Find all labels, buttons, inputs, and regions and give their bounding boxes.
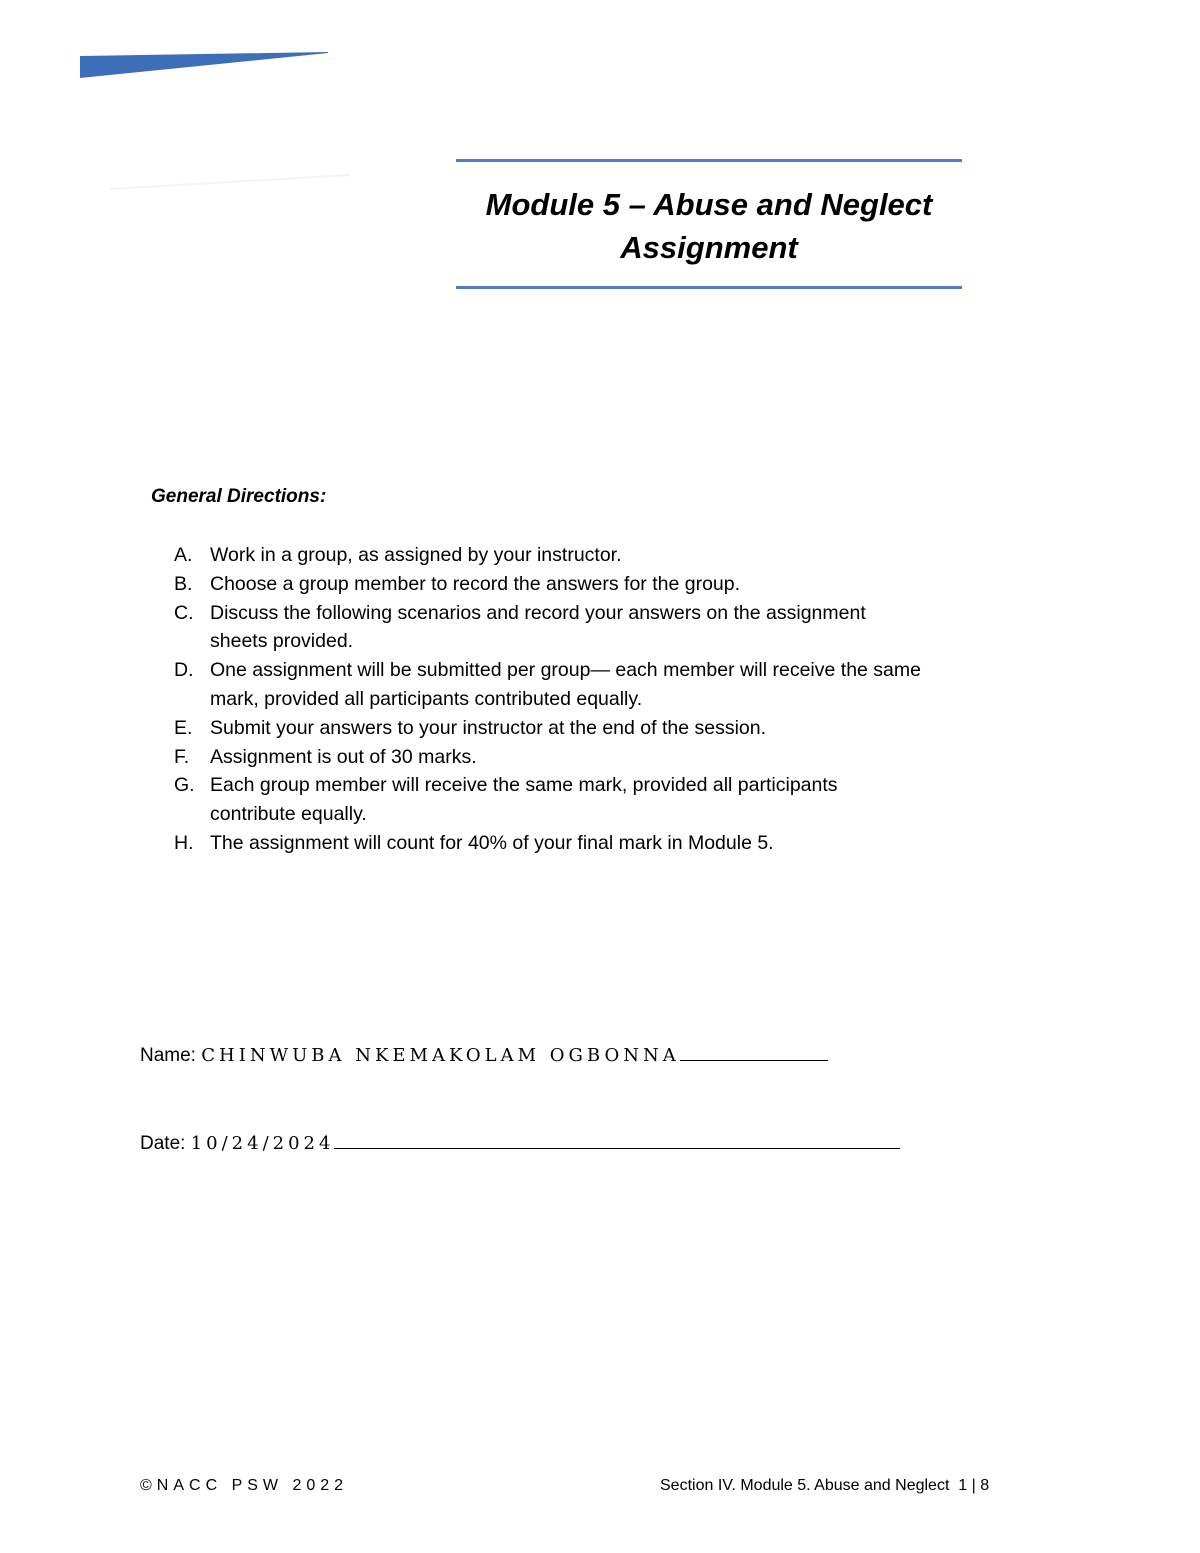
list-item: [174, 541, 974, 570]
name-value[interactable]: CHINWUBA NKEMAKOLAM OGBONNA: [201, 1045, 680, 1066]
title-line-1: Module 5 – Abuse and Neglect: [485, 187, 933, 222]
title-top-rule: [456, 159, 962, 162]
title-line-2: Assignment: [620, 230, 798, 265]
date-field[interactable]: [140, 1133, 900, 1155]
footer-section-info: [660, 1477, 989, 1495]
footer-copyright: ©NACC PSW 2022: [140, 1477, 349, 1494]
list-item-text: Each group member will receive the same mark, provided all participants contribute equally.: [210, 774, 838, 826]
name-field[interactable]: [140, 1045, 828, 1067]
list-item-text: Submit your answers to your instructor at the end of the session.: [210, 716, 767, 739]
list-item-text: Choose a group member to record the answers for the group.: [210, 572, 741, 595]
list-item: [174, 714, 974, 743]
logo-faint-stripe: [110, 172, 350, 192]
list-item: [174, 570, 974, 599]
list-item-text: The assignment will count for 40% of your final mark in Module 5.: [210, 831, 774, 854]
footer-page-number: 1 | 8: [958, 1477, 990, 1494]
directions-list: [174, 541, 974, 858]
list-marker: F.: [174, 745, 190, 768]
list-marker: B.: [174, 572, 193, 595]
page-title: [456, 183, 962, 269]
title-bottom-rule: [456, 286, 962, 289]
list-marker: C.: [174, 601, 194, 624]
list-item-text: Work in a group, as assigned by your instructor.: [210, 544, 622, 566]
list-item: [174, 829, 974, 858]
list-item-text: One assignment will be submitted per group— each member will receive the same mark, provided all participants contributed equally.: [210, 659, 921, 710]
list-item: [174, 599, 974, 657]
list-item: [174, 656, 974, 714]
date-value[interactable]: 10/24/2024: [190, 1133, 335, 1154]
logo-stripe: [80, 52, 330, 78]
list-item: [174, 771, 974, 829]
date-underline: [334, 1147, 900, 1149]
list-item-text: Assignment is out of 30 marks.: [210, 745, 477, 768]
list-item: [174, 743, 974, 772]
list-marker: E.: [174, 716, 193, 739]
directions-heading: General Directions:: [151, 486, 327, 507]
list-item-text: Discuss the following scenarios and record your answers on the assignment sheets provided.: [210, 601, 866, 653]
name-underline: [680, 1059, 828, 1061]
name-label: Name:: [140, 1045, 196, 1066]
list-marker: D.: [174, 659, 194, 682]
footer-section: Section IV. Module 5. Abuse and Neglect: [660, 1477, 950, 1494]
list-marker: A.: [174, 544, 193, 566]
list-marker: H.: [174, 831, 194, 854]
list-marker: G.: [174, 774, 195, 797]
date-label: Date:: [140, 1133, 186, 1154]
